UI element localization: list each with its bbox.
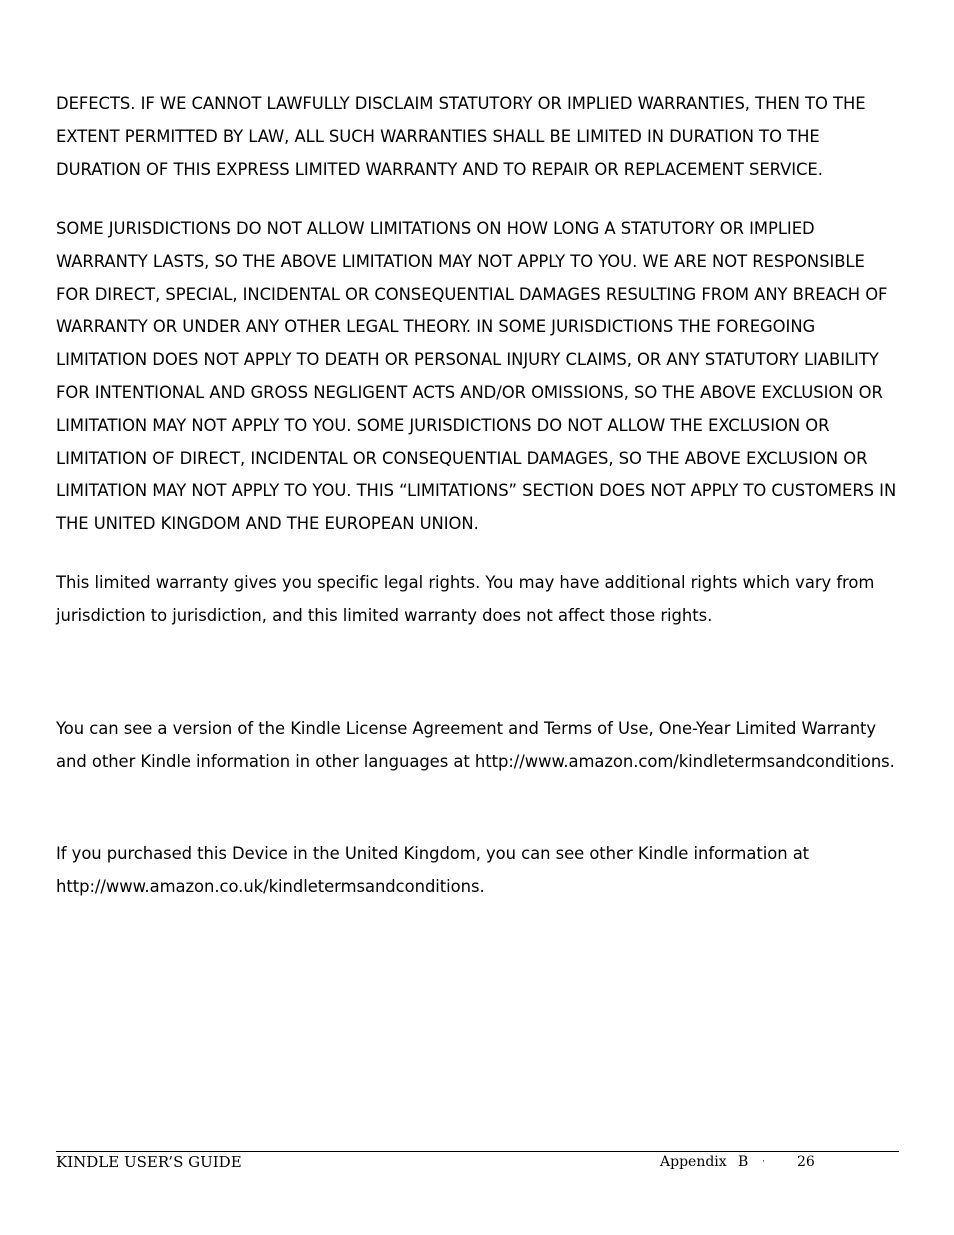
footer-section-label: Appendix — [660, 1154, 727, 1170]
paragraph-legal-rights: This limited warranty gives you specific legal rights. You may have additional rights which vary from jurisdiction to jurisdiction, and this limited warranty does not affect those rights. — [56, 573, 875, 625]
footer-separator: · — [762, 1157, 765, 1167]
footer-page-info — [660, 1153, 820, 1171]
footer-guide-title: KINDLE USER’S GUIDE — [56, 1153, 242, 1171]
paragraph-other-languages: You can see a version of the Kindle License Agreement and Terms of Use, One-Year Limited Warranty and other Kindle information in other languages at http://www.amazon.com/kindletermsandconditions. — [56, 719, 895, 771]
footer-divider — [56, 1151, 899, 1152]
paragraph-limitations: SOME JURISDICTIONS DO NOT ALLOW LIMITATIONS ON HOW LONG A STATUTORY OR IMPLIED WARRANTY LASTS, SO THE ABOVE LIMITATION MAY NOT APPLY TO YOU. WE ARE NOT RESPONSIBLE FOR DIRECT, SPECIAL, INCIDENTAL OR CONSEQUENTIAL DAMAGES RESULTING FROM ANY BREACH OF WARRANTY OR UNDER ANY OTHER LEGAL THEORY. IN SOME JURISDICTIONS THE FOREGOING LIMITATION DOES NOT APPLY TO DEATH OR PERSONAL INJURY CLAIMS, OR ANY STATUTORY LIABILITY FOR INTENTIONAL AND GROSS NEGLIGENT ACTS AND/OR OMISSIONS, SO THE ABOVE EXCLUSION OR LIMITATION MAY NOT APPLY TO YOU. SOME JURISDICTIONS DO NOT ALLOW THE EXCLUSION OR LIMITATION OF DIRECT, INCIDENTAL OR CONSEQUENTIAL DAMAGES, SO THE ABOVE EXCLUSION OR LIMITATION MAY NOT APPLY TO YOU. THIS “LIMITATIONS” SECTION DOES NOT APPLY TO CUSTOMERS IN THE UNITED KINGDOM AND THE EUROPEAN UNION. — [56, 219, 897, 534]
footer-page-number: 26 — [797, 1154, 815, 1170]
paragraph-united-kingdom: If you purchased this Device in the United Kingdom, you can see other Kindle information at http://www.amazon.co.uk/kindletermsandconditions. — [56, 844, 810, 896]
paragraph-warranty-duration: DEFECTS. IF WE CANNOT LAWFULLY DISCLAIM STATUTORY OR IMPLIED WARRANTIES, THEN TO THE EXTENT PERMITTED BY LAW, ALL SUCH WARRANTIES SHALL BE LIMITED IN DURATION TO THE DURATION OF THIS EXPRESS LIMITED WARRANTY AND TO REPAIR OR REPLACEMENT SERVICE. — [56, 94, 866, 179]
footer-section-letter: B — [738, 1154, 749, 1170]
